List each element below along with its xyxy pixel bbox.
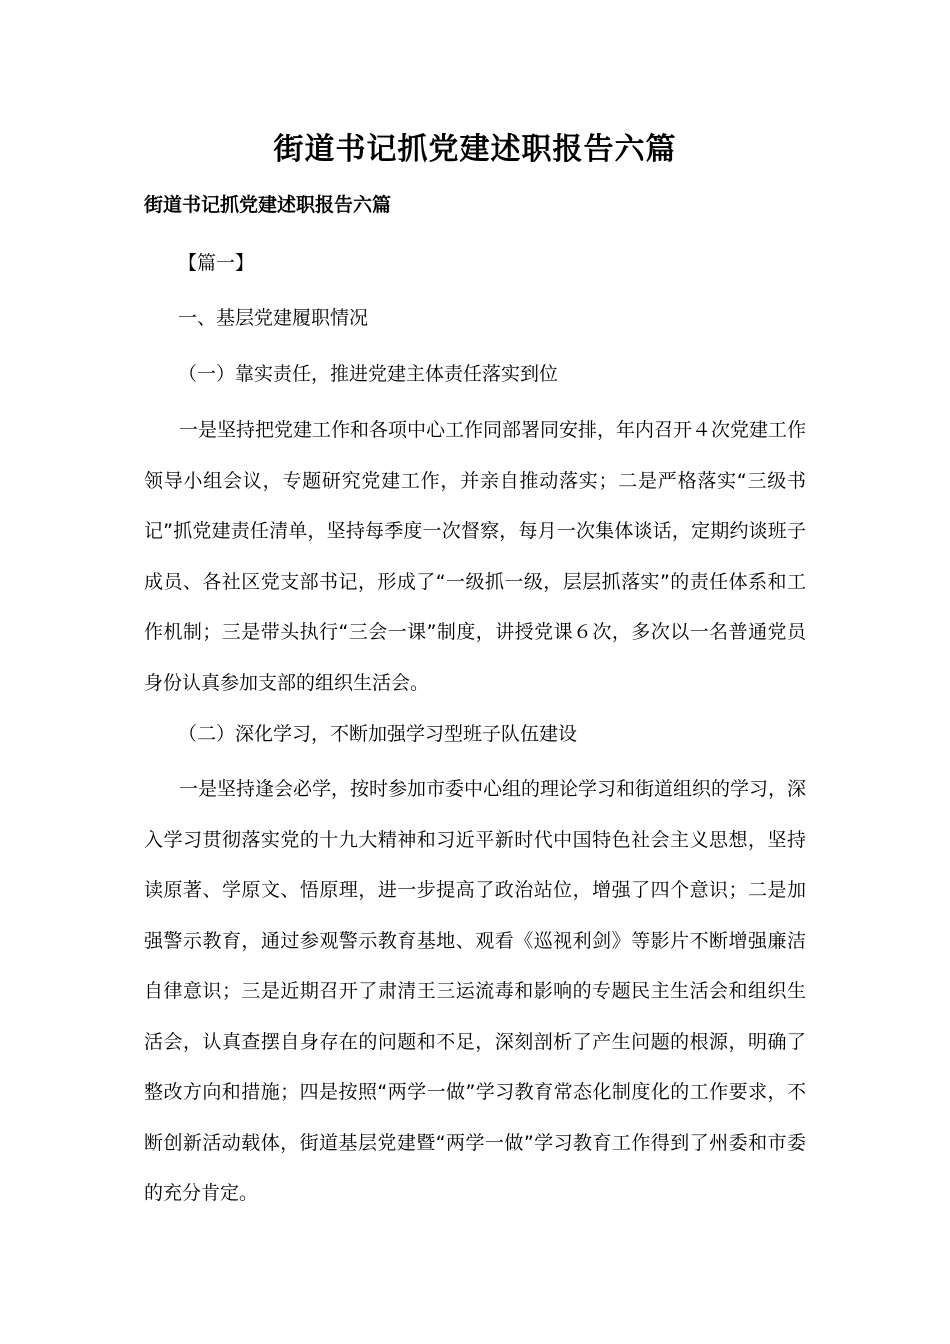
section-heading: 一、基层党建履职情况 — [178, 307, 369, 329]
paragraph-1: 一是坚持把党建工作和各项中心工作同部署同安排，年内召开４次党建工作领导小组会议，专题研究党建工作，并亲自推动落实；二是严格落实“三级书记”抓党建责任清单，坚持每季度一次督察，每月一次集体谈话，定期约谈班子成员、各社区党支部书记，形成了“一级抓一级，层层抓落实”的责任体系和工作机制；三是带头执行“三会一课”制度，讲授党课６次，多次以一名普通党员身份认真参加支部的组织生活会。 — [144, 419, 807, 694]
subsection-heading-1: （一）靠实责任，推进党建主体责任落实到位 — [178, 363, 559, 385]
part-label: 【篇一】 — [178, 252, 255, 274]
document-subtitle: 街道书记抓党建述职报告六篇 — [144, 194, 392, 216]
subsection-heading-2: （二）深化学习，不断加强学习型班子队伍建设 — [178, 723, 578, 745]
paragraph-2: 一是坚持逢会必学，按时参加市委中心组的理论学习和街道组织的学习，深入学习贯彻落实党的十九大精神和习近平新时代中国特色社会主义思想，坚持读原著、学原文、悟原理，进一步提高了政治站位，增强了四个意识；二是加强警示教育，通过参观警示教育基地、观看《巡视利剑》等影片不断增强廉洁自律意识；三是近期召开了肃清王三运流毒和影响的专题民主生活会和组织生活会，认真查摆自身存在的问题和不足，深刻剖析了产生问题的根源，明确了整改方向和措施；四是按照“两学一做”学习教育常态化制度化的工作要求，不断创新活动载体，街道基层党建暨“两学一做”学习教育工作得到了州委和市委的充分肯定。 — [144, 778, 807, 1204]
document-title: 街道书记抓党建述职报告六篇 — [273, 132, 677, 167]
